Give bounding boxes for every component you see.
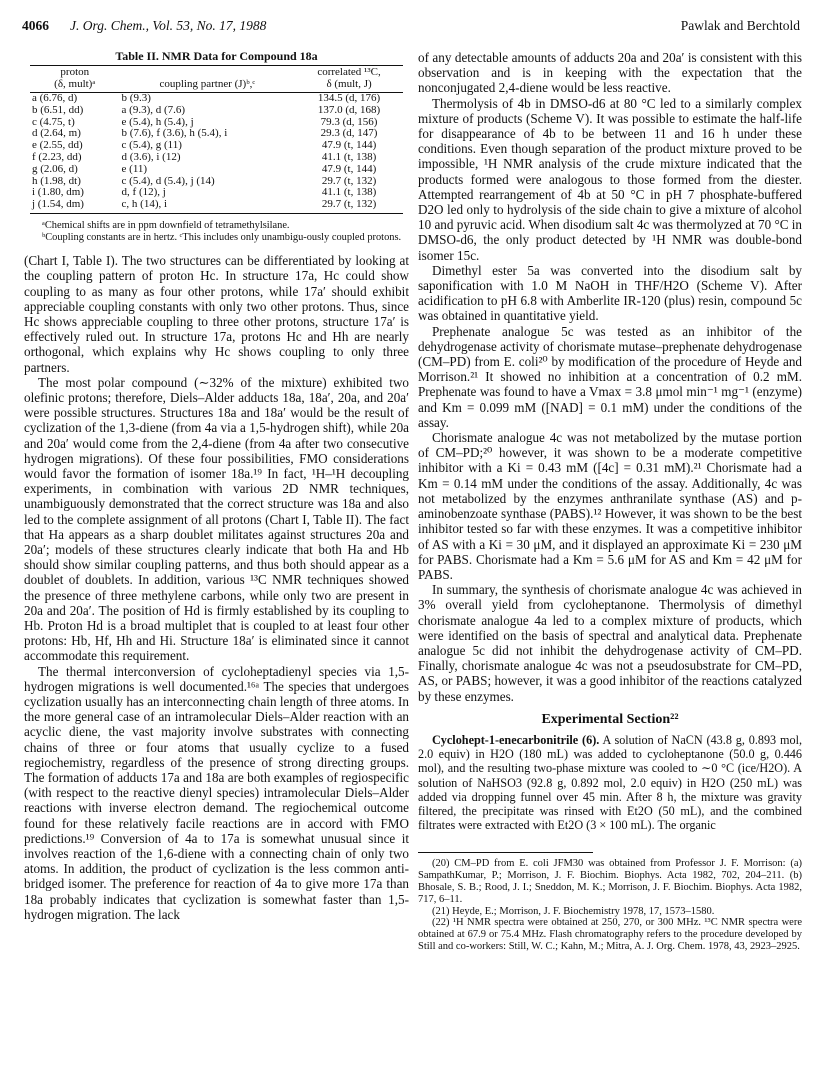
left-column [24, 50, 409, 922]
cell-carbon: 79.3 (d, 156) [320, 115, 378, 128]
body-paragraph: The most polar compound (∼32% of the mixture) exhibited two olefinic protons; therefore, Diels–Alder adducts 18a, 18a′, 20a, and 20a′ were possible structures. Structures 18a and 18a′ would be the result of cyclization of the 1,3-diene (from 4a via a 1,5-hydrogen shift), while 20a and 20a′ would come from the 2,4-diene (from 4a after two consecutive hydrogen migrations). Of these four possibilities, FMO considerations would favor the formation of isomer 18a.¹⁹ In fact, ¹H–¹H decoupling experiments, in combination with various 2D NMR techniques, unambiguously demonstrated that the correct structure was 18a and also led to the complete assignment of all protons (Chart I, Table II). The fact that Ha appears as a sharp doublet militates against structures 20a and 20a′; models of these structures clearly indicate that both Ha and Hb should show similar coupling patterns, and thus both should appear as a doublet of doublets. In addition, various ¹³C NMR techniques showed the presence of three methylene carbons, while only two are present in 20a and 20a′. The position of Hd is firmly established by its coupling to Hb. Proton Hd is a broad multiplet that is coupled to at least four other protons: Hb, Hf, Hh and Hi. Structure 18a′ is eliminated since it cannot accommodate this requirement. [24, 374, 409, 664]
cell-carbon: 41.1 (t, 138) [321, 150, 377, 163]
header-proton-line1: proton [60, 66, 90, 79]
table-note-a: ᵃChemical shifts are in ppm downfield of tetramethylsilane. [42, 219, 290, 231]
table-header-row [30, 66, 403, 93]
cell-proton: i (1.80, dm) [32, 186, 84, 199]
footnotes [418, 858, 802, 952]
body-paragraph: Chorismate analogue 4c was not metabolized by the mutase portion of CM–PD;²⁰ however, it was shown to be a moderate competitive inhibitor with a Ki = 0.43 mM ([4c] = 0.31 mM).²¹ Chorismate had a Km = 0.14 mM under the conditions of the assay. Additionally, 4c was not metabolized by the enzymes anthranilate synthase (AS) and p-aminobenzoate synthase (PABS).¹² However, it was shown to be the best inhibitor tested so far with these enzymes. It was a competitive inhibitor of AS with a Ki = 30 μM, and it displayed an approximate Ki = 230 μM for PABS. Chorismate had a Km = 5.6 μM for AS and Km = 42 μM for PABS. [418, 430, 802, 582]
footnote: (21) Heyde, E.; Morrison, J. F. Biochemistry 1978, 17, 1573–1580. [432, 905, 715, 917]
right-column [418, 50, 802, 953]
cell-partner: c, h (14), i [120, 199, 296, 213]
table-title: Table II. NMR Data for Compound 18a [115, 49, 318, 63]
table-row [30, 199, 403, 213]
cell-proton: j (1.54, dm) [30, 199, 120, 213]
cell-proton: g (2.06, d) [32, 162, 78, 175]
page-header [20, 18, 800, 40]
cell-carbon: 47.9 (t, 144) [321, 139, 377, 152]
table-row [30, 93, 403, 105]
body-paragraph: of any detectable amounts of adducts 20a and 20a′ is consistent with this observation and is in keeping with the expectation that the nonconjugated 2,4-diene would be less reactive. [418, 50, 802, 96]
header-proton-line2: (δ, mult)ᵃ [54, 78, 96, 91]
cell-carbon: 41.1 (t, 138) [321, 186, 377, 199]
body-paragraph: Dimethyl ester 5a was converted into the disodium salt by saponification with 1.0 M NaOH in THF/H2O (Scheme V). After acidification to pH 6.8 with Amberlite IR-120 (plus) resin, compound 5c was obtained in quantitative yield. [418, 262, 802, 324]
table-row [30, 152, 403, 164]
cell-carbon: 29.3 (d, 147) [320, 127, 378, 140]
section-heading: Experimental Section²² [541, 711, 679, 727]
body-paragraph: The thermal interconversion of cycloheptadienyl species via 1,5-hydrogen migrations is well documented.¹⁶ᵃ The species that undergoes cyclization usually has an interconnecting chain length of three atoms. In the more general case of an intramolecular Diels–Alder reaction with an acyclic diene, the vast majority involve substrates with connecting chains of three or four atoms that usually cyclize to a fused regiochemistry, regardless of the presence of strong directing groups. The formation of adducts 17a and 18a are both examples of regiospecific (with respect to the reactive dienyl species) intramolecular Diels–Alder reactions with inverse electron demand. The regiochemical outcome found for these relatively facile reactions are in accord with FMO predictions.¹⁹ Conversion of 4a to 17a is somewhat unusual since it involves reaction of the 1,6-diene with a connecting chain of only two atoms. In addition, the product of cyclization is the less common anti-bridged isomer. The preference for reaction of 4a to give more 17a than 18a probably indicates that cyclization is somewhat faster than 1,5-hydrogen migration. The lack [24, 663, 409, 922]
header-carbon-line1: correlated ¹³C, [317, 66, 381, 79]
header-proton [30, 66, 120, 93]
cell-carbon: 134.5 (d, 176) [317, 92, 381, 104]
experimental-paragraph [418, 733, 802, 832]
cell-partner: b (9.3) [121, 92, 151, 104]
header-carbon [295, 66, 403, 93]
cell-partner: e (5.4), h (5.4), j [121, 115, 194, 128]
cell-proton: e (2.55, dd) [32, 139, 83, 152]
cell-partner: d, f (12), j [121, 186, 166, 199]
cell-carbon: 47.9 (t, 144) [321, 162, 377, 175]
cell-carbon: 29.7 (t, 132) [295, 199, 403, 213]
footnote: (20) CM–PD from E. coli JFM30 was obtained from Professor J. F. Morrison: (a) SampathKumar, P.; Morrison, J. F. Biochim. Biophys. Acta 1982, 702, 204–211. (b) Bhosale, S. B.; Rood, J. I.; Sneddon, M. K.; Morrison, J. F. Biochim. Biophys. Acta 1982, 717, 6–11. [418, 858, 802, 905]
page-number: 4066 [22, 18, 49, 33]
running-authors: Pawlak and Berchtold [680, 18, 800, 33]
cell-proton: a (6.76, d) [32, 92, 78, 104]
journal-citation: J. Org. Chem., Vol. 53, No. 17, 1988 [70, 18, 267, 33]
header-partner: coupling partner (J)ᵇ,ᶜ [120, 66, 296, 93]
nmr-table-body [30, 93, 403, 214]
body-paragraph: Thermolysis of 4b in DMSO-d6 at 80 °C led to a similarly complex mixture of products (Scheme V). It was possible to estimate the half-life for disappearance of 4b to be between 11 and 16 h under these conditions. Even though separation of the product mixture proved to be impossible, ¹H NMR analysis of the crude mixture indicated that the products formed were analogous to those formed from the diester. Attempted rearrangement of 4b at 50 °C in pH 7 phosphate-buffered D2O led only to hydrolysis of the side chain to give a mixture of alcohol 10 and pyruvic acid. When disodium salt 4c was thermolyzed at 70 °C in DMSO-d6, the only product detected by ¹H NMR was double-bond isomer 15c. [418, 95, 802, 263]
cell-partner: d (3.6), i (12) [121, 150, 181, 163]
table-note-b: ᵇCoupling constants are in hertz. ᶜThis includes only unambigu-ously coupled protons. [42, 231, 402, 243]
cell-proton: c (4.75, t) [32, 115, 75, 128]
table-notes [30, 220, 403, 243]
cell-partner: c (5.4), d (5.4), j (14) [121, 174, 215, 187]
cell-carbon: 29.7 (t, 132) [321, 174, 377, 187]
cell-carbon: 137.0 (d, 168) [317, 103, 381, 116]
body-paragraph: In summary, the synthesis of chorismate analogue 4c was achieved in 3% overall yield from cycloheptanone. Thermolysis of dimethyl chorismate analogue 4a led to a complex mixture of products, which were identified on the basis of spectral and analytical data. Prephenate analogue 5c did not inhibit the dehydrogenase activity of CM–PD. Finally, chorismate analogue 4c was not a pseudosubstrate for CM–PD, AS, or PABS; however, it was a good inhibitor of the reactions catalyzed by these enzymes. [418, 582, 802, 704]
cell-proton: f (2.23, dd) [32, 150, 82, 163]
footnote: (22) ¹H NMR spectra were obtained at 250, 270, or 300 MHz. ¹³C NMR spectra were obtained at 67.9 or 75.4 MHz. Flash chromatography refers to the procedure developed by Still and co-workers: Still, W. C.; Kahn, M.; Mitra, A. J. Org. Chem. 1978, 43, 2923–2925. [418, 917, 802, 952]
cell-partner: e (11) [121, 162, 148, 175]
cell-partner: c (5.4), g (11) [121, 139, 182, 152]
cell-partner: a (9.3), d (7.6) [121, 103, 186, 116]
cell-proton: b (6.51, dd) [32, 103, 84, 116]
nmr-table-block [30, 50, 403, 243]
table-row [30, 105, 403, 117]
table-row [30, 164, 403, 176]
body-paragraph: Prephenate analogue 5c was tested as an inhibitor of the dehydrogenase activity of chorismate mutase–prephenate dehydrogenase (CM–PD) from E. coli²⁰ by modification of the procedure of Heyde and Morrison.²¹ It showed no inhibition at a concentration of 0.2 mM. Prephenate was found to have a Vmax = 3.8 μmol min⁻¹ mg⁻¹ (enzyme) and Km = 0.099 mM ([NAD] = 0.1 mM) under the conditions of the assay. [418, 323, 802, 430]
experimental-text: A solution of NaCN (43.8 g, 0.893 mol, 2.0 equiv) in H2O (180 mL) was added to cycloheptanone (50.0 g, 0.446 mol), and the resulting two-phase mixture was cooled to ∼0 °C (ice/H2O). A solution of NaHSO3 (92.8 g, 0.892 mol, 2.0 equiv) in H2O (250 mL) was added via dropping funnel over 45 min. After 8 h, the mixture was gravity filtered, the precipitate was rinsed with Et2O (50 mL), and the combined filtrates were extracted with Et2O (3 × 100 mL). The organic [418, 732, 802, 833]
cell-partner: b (7.6), f (3.6), h (5.4), i [121, 127, 228, 140]
cell-proton: d (2.64, m) [32, 127, 81, 140]
cell-proton: h (1.98, dt) [32, 174, 81, 187]
compound-heading: Cyclohept-1-enecarbonitrile (6). [432, 732, 600, 747]
body-paragraph: (Chart I, Table I). The two structures can be differentiated by looking at the coupling pattern of proton Hc. In structure 17a, Hc could show coupling to as many as four other protons, while 17a′ should exhibit appreciable coupling constants with only two other protons. Thus, since Hc shows appreciable coupling to three other protons, structure 17a′ is effectively ruled out. In structure 17a, protons Hc and Hh are nearly orthogonal, which explains why Hc shows coupling to only three partners. [24, 253, 409, 375]
header-carbon-line2: δ (mult, J) [326, 78, 372, 91]
nmr-table [30, 65, 403, 214]
